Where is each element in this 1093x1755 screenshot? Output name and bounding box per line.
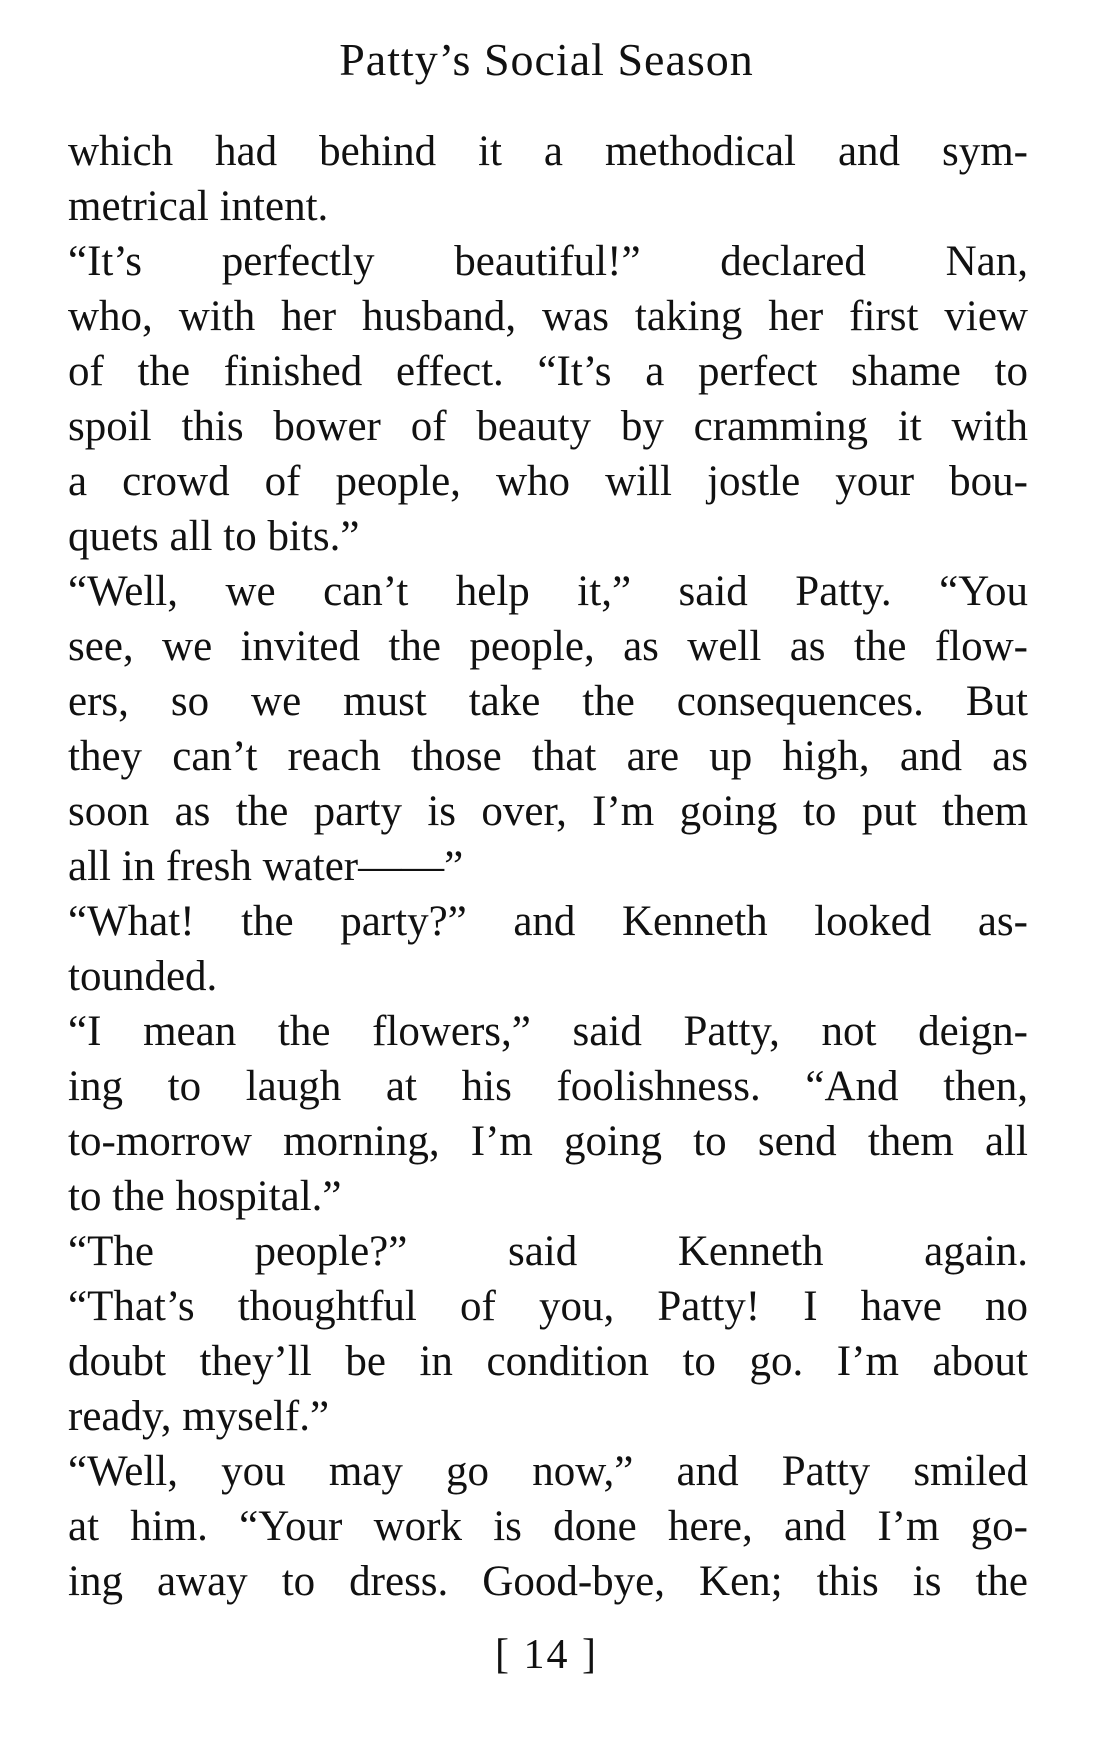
text-line: ing away to dress. Good-bye, Ken; this is the — [68, 1558, 1028, 1605]
text-line: ing to laugh at his foolishness. “And then, — [68, 1063, 1028, 1110]
text-line: metrical intent. — [68, 183, 329, 230]
body-text — [68, 124, 1028, 1609]
text-line: all in fresh water——” — [68, 843, 464, 890]
text-line: “Well, you may go now,” and Patty smiled — [68, 1448, 1028, 1495]
text-line: a crowd of people, who will jostle your bou- — [68, 458, 1028, 505]
text-line: doubt they’ll be in condition to go. I’m about — [68, 1338, 1028, 1385]
text-line: “What! the party?” and Kenneth looked as- — [68, 898, 1028, 945]
text-line: which had behind it a methodical and sym- — [68, 128, 1028, 175]
text-line: at him. “Your work is done here, and I’m go- — [68, 1503, 1028, 1550]
text-line: quets all to bits.” — [68, 513, 360, 560]
text-line: spoil this bower of beauty by cramming it with — [68, 403, 1028, 450]
running-head: Patty’s Social Season — [339, 34, 754, 85]
text-line: “It’s perfectly beautiful!” declared Nan, — [68, 238, 1028, 285]
text-line: soon as the party is over, I’m going to put them — [68, 788, 1028, 835]
text-line: “That’s thoughtful of you, Patty! I have no — [68, 1283, 1028, 1330]
text-line: “I mean the flowers,” said Patty, not deign- — [68, 1008, 1028, 1055]
text-line: ready, myself.” — [68, 1393, 330, 1440]
text-line: tounded. — [68, 953, 218, 1000]
text-line: ers, so we must take the consequences. But — [68, 678, 1028, 725]
page-number: [ 14 ] — [495, 1632, 598, 1678]
text-line: they can’t reach those that are up high, and as — [68, 733, 1028, 780]
text-line: to the hospital.” — [68, 1173, 342, 1220]
text-line: “Well, we can’t help it,” said Patty. “You — [68, 568, 1028, 615]
text-line: of the finished effect. “It’s a perfect shame to — [68, 348, 1028, 395]
text-line: to-morrow morning, I’m going to send them all — [68, 1118, 1028, 1165]
text-line: who, with her husband, was taking her first view — [68, 293, 1028, 340]
text-line: “The people?” said Kenneth again. — [68, 1228, 1028, 1275]
text-line: see, we invited the people, as well as the flow- — [68, 623, 1028, 670]
